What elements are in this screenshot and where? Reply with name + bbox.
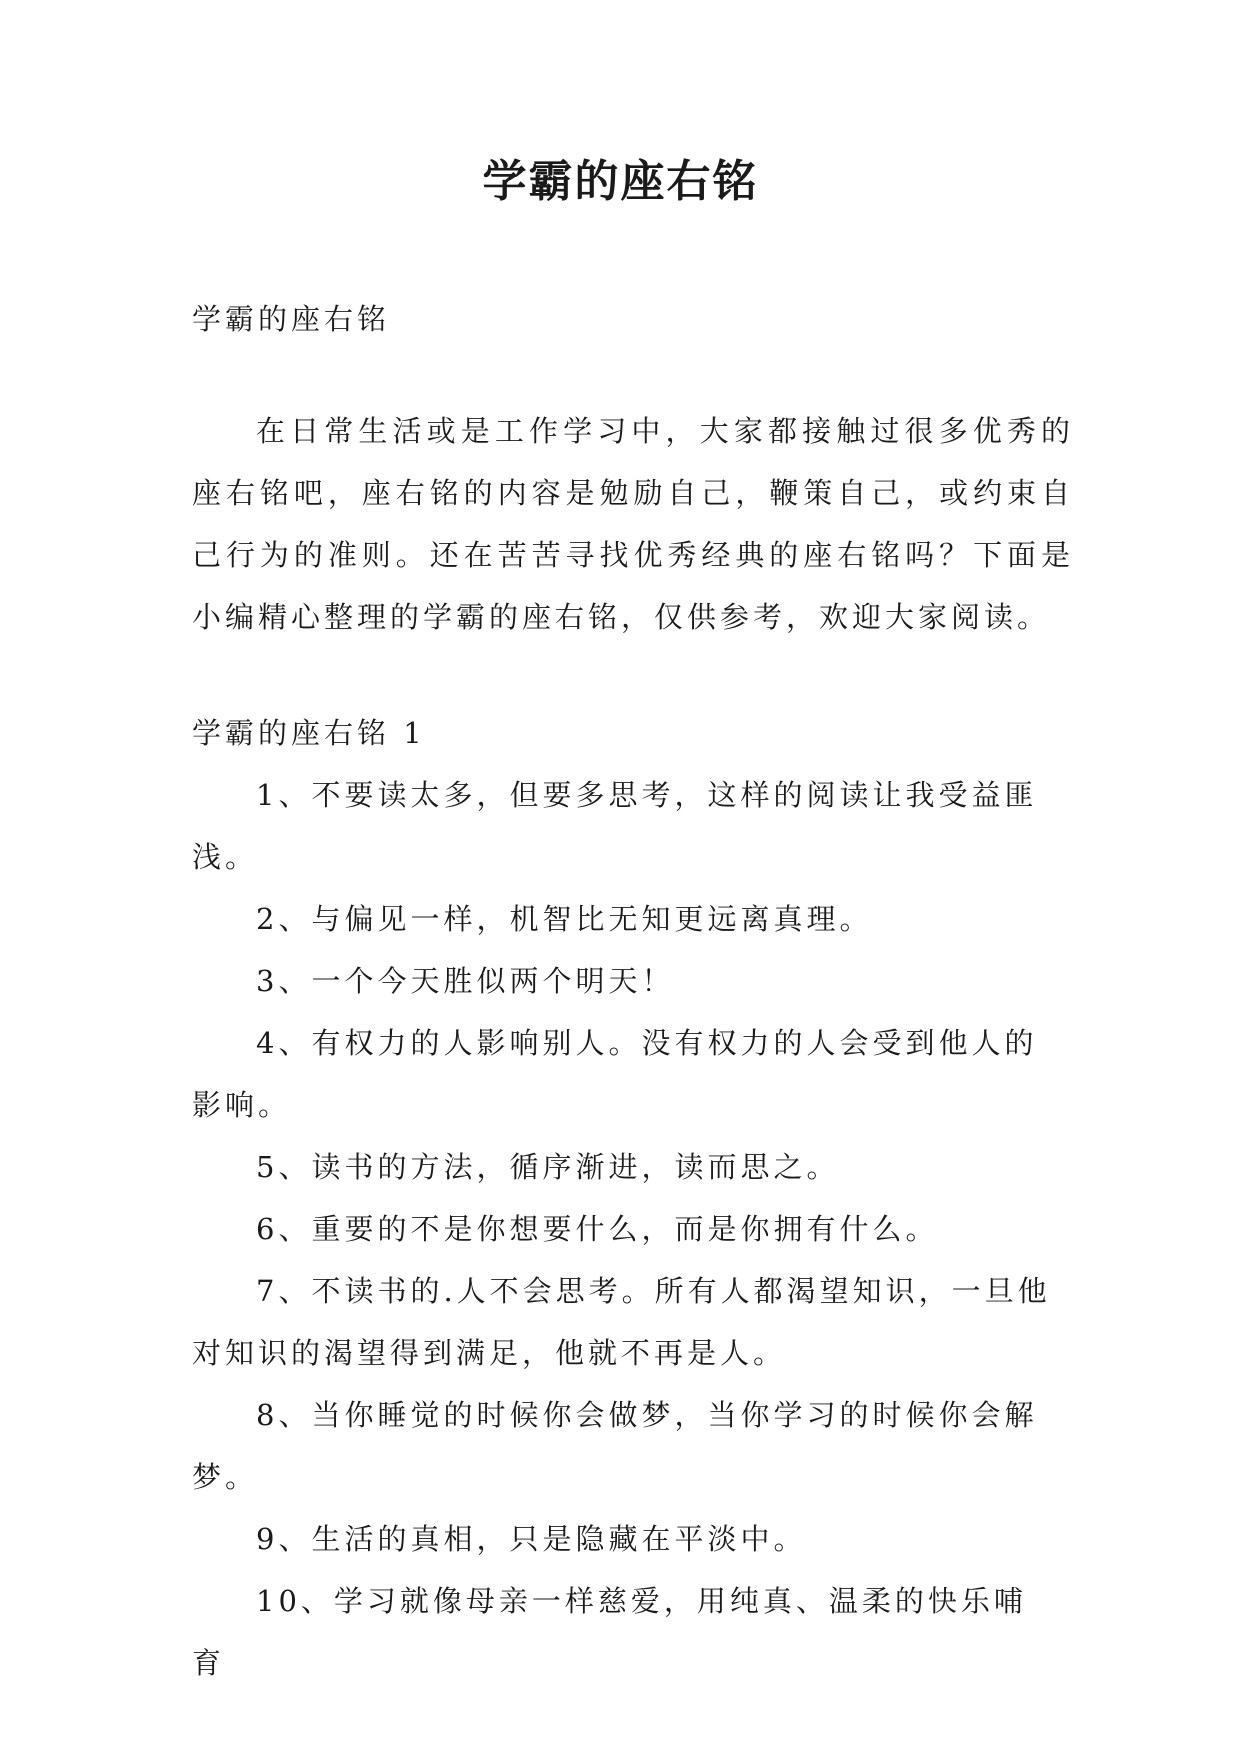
document-subtitle: 学霸的座右铭 (192, 302, 391, 336)
motto-item: 8、当你睡觉的时候你会做梦，当你学习的时候你会解梦。 (192, 1398, 1038, 1494)
intro-paragraph: 在日常生活或是工作学习中，大家都接触过很多优秀的座右铭吧，座右铭的内容是勉励自己，鞭策自己，或约束自己行为的准则。还在苦苦寻找优秀经典的座右铭吗？下面是小编精心整理的学霸的座右铭，仅供参考，欢迎大家阅读。 (192, 414, 1074, 634)
motto-item: 2、与偏见一样，机智比无知更远离真理。 (256, 902, 873, 936)
motto-item: 9、生活的真相，只是隐藏在平淡中。 (256, 1522, 807, 1556)
motto-item: 5、读书的方法，循序渐进，读而思之。 (256, 1150, 840, 1184)
motto-item: 6、重要的不是你想要什么，而是你拥有什么。 (256, 1212, 939, 1246)
motto-item: 10、学习就像母亲一样慈爱，用纯真、温柔的快乐哺育 (192, 1584, 1027, 1680)
document-title: 学霸的座右铭 (482, 156, 759, 207)
motto-item: 1、不要读太多，但要多思考，这样的阅读让我受益匪浅。 (192, 778, 1038, 874)
motto-item: 7、不读书的.人不会思考。所有人都渴望知识，一旦他对知识的渴望得到满足，他就不再是人。 (192, 1274, 1051, 1370)
motto-list (192, 764, 1052, 1694)
section-heading: 学霸的座右铭 1 (192, 716, 426, 750)
motto-item: 3、一个今天胜似两个明天！ (256, 964, 675, 998)
motto-item: 4、有权力的人影响别人。没有权力的人会受到他人的影响。 (192, 1026, 1038, 1122)
